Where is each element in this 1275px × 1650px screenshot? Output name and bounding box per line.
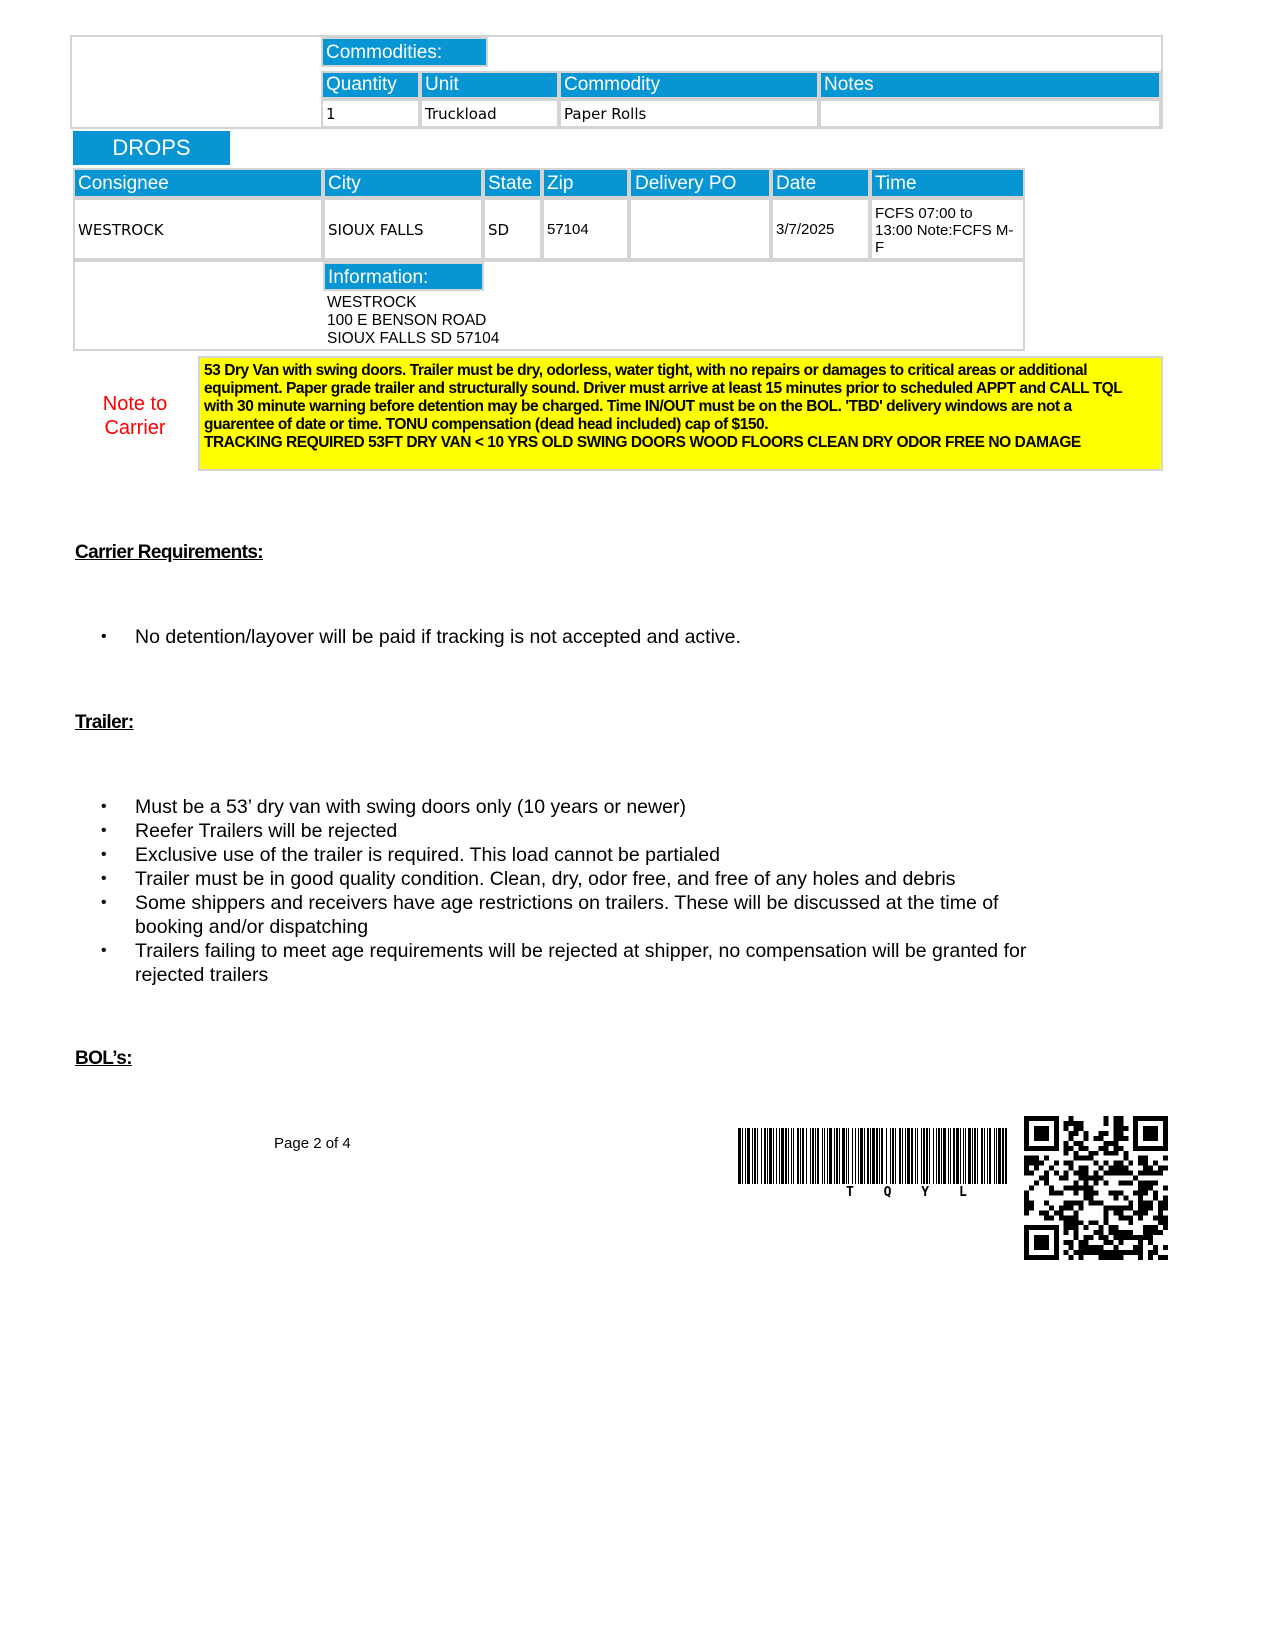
trailer-title: Trailer:	[75, 712, 134, 733]
drop-city: SIOUX FALLS	[323, 198, 483, 260]
list-item: • No detention/layover will be paid if tracking is not accepted and active.	[75, 625, 1125, 649]
information-line-2: 100 E BENSON ROAD	[327, 312, 487, 329]
carrier-requirements-title: Carrier Requirements:	[75, 542, 264, 563]
qr-code	[1024, 1116, 1168, 1260]
drop-time-line-1: FCFS 07:00 to	[875, 205, 973, 222]
drop-zip: 57104	[542, 198, 629, 260]
carrier-requirements-list	[75, 625, 1125, 649]
list-item	[75, 843, 1125, 867]
drops-header-time: Time	[870, 168, 1025, 198]
note-line-3: with 30 minute warning before detention may be charged. Time IN/OUT must be on the BOL. 'TBD' delivery windows are not a	[204, 398, 1072, 415]
list-item	[75, 939, 1125, 987]
note-label-line-2: Carrier	[104, 417, 166, 439]
list-item-text: booking and/or dispatching	[135, 916, 369, 938]
information-address	[327, 294, 627, 348]
information-line-3: SIOUX FALLS SD 57104	[327, 330, 500, 347]
drops-header-consignee: Consignee	[73, 168, 323, 198]
page-number: Page 2 of 4	[274, 1135, 351, 1152]
list-item-text: Must be a 53’ dry van with swing doors only (10 years or newer)	[135, 796, 686, 818]
commodity-quantity: 1	[321, 99, 420, 128]
information-title: Information:	[323, 262, 484, 291]
note-to-carrier-label	[80, 392, 190, 440]
note-to-carrier-box	[198, 356, 1163, 471]
drop-time-line-3: F	[875, 239, 885, 256]
commodity-unit: Truckload	[420, 99, 559, 128]
barcode	[736, 1128, 1012, 1186]
drops-header-delivery-po: Delivery PO	[629, 168, 771, 198]
list-item	[75, 819, 1125, 843]
note-line-1: 53 Dry Van with swing doors. Trailer must be dry, odorless, water tight, with no repairs or damages to critical areas or additional	[204, 362, 1088, 379]
note-line-4: guarentee of date or time. TONU compensation (dead head included) cap of $150.	[204, 416, 769, 433]
list-item-text: • Trailers failing to meet age requirements will be rejected at shipper, no compensation will be granted for	[135, 940, 1027, 962]
note-line-2: equipment. Paper grade trailer and structurally sound. Driver must arrive at least 15 minutes prior to scheduled APPT and CALL TQL	[204, 380, 1123, 397]
note-label-line-1: Note to	[102, 393, 168, 415]
commodities-header-commodity: Commodity	[559, 71, 819, 99]
barcode-text: T Q Y L	[846, 1185, 967, 1200]
commodities-header-unit: Unit	[420, 71, 559, 99]
list-item	[75, 891, 1125, 939]
list-item-text: Trailer must be in good quality condition. Clean, dry, odor free, and free of any holes and debris	[135, 868, 956, 890]
commodities-header-notes: Notes	[819, 71, 1161, 99]
list-item	[75, 795, 1125, 819]
drop-time	[870, 198, 1025, 260]
commodities-title: Commodities:	[321, 37, 488, 67]
commodities-header-quantity: Quantity	[321, 71, 420, 99]
drop-time-line-2: 13:00 Note:FCFS M-	[875, 222, 1014, 239]
commodity-notes	[819, 99, 1161, 128]
commodity-name: Paper Rolls	[559, 99, 819, 128]
bols-title: BOL’s:	[75, 1048, 132, 1069]
drop-state: SD	[483, 198, 542, 260]
list-item-text: • Some shippers and receivers have age restrictions on trailers. These will be discussed at the time of	[135, 892, 999, 914]
drop-date: 3/7/2025	[771, 198, 870, 260]
list-item-text: Reefer Trailers will be rejected	[135, 820, 398, 842]
drops-label: DROPS	[73, 131, 230, 165]
information-line-1: WESTROCK	[327, 294, 417, 311]
note-line-5: TRACKING REQUIRED 53FT DRY VAN < 10 YRS OLD SWING DOORS WOOD FLOORS CLEAN DRY ODOR FREE NO DAMAGE	[204, 434, 1081, 451]
list-item-text: rejected trailers	[135, 964, 269, 986]
drop-consignee: WESTROCK	[73, 198, 323, 260]
list-item-text: Exclusive use of the trailer is required. This load cannot be partialed	[135, 844, 720, 866]
trailer-list	[75, 795, 1125, 987]
drops-header-date: Date	[771, 168, 870, 198]
list-item	[75, 867, 1125, 891]
drops-header-city: City	[323, 168, 483, 198]
drops-header-zip: Zip	[542, 168, 629, 198]
drop-delivery-po	[629, 198, 771, 260]
drops-header-state: State	[483, 168, 542, 198]
